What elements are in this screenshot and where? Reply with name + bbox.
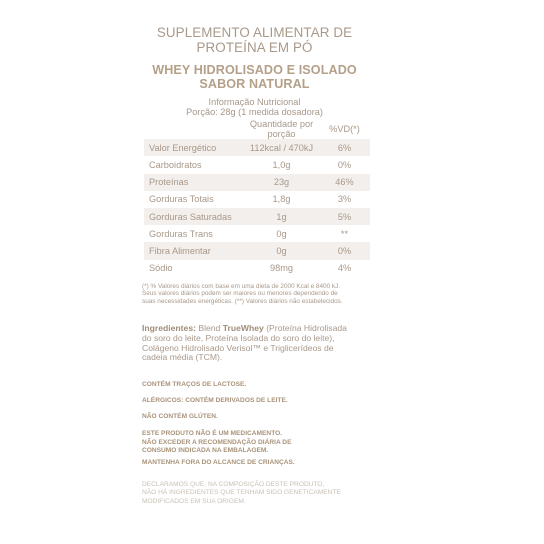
- ingredients-text: (Proteína Hidrolisada: [263, 323, 347, 334]
- nutrition-row: [144, 225, 370, 242]
- declaration-line: NÃO HÁ INGREDIENTES QUE TENHAM SIDO GENETICAMENTE: [142, 489, 341, 497]
- declaration-line: DECLARAMOS QUE, NA COMPOSIÇÃO DESTE PRODUTO,: [142, 481, 325, 489]
- nutrition-row: [144, 260, 370, 277]
- warning-line: NÃO EXCEDER A RECOMENDAÇÃO DIÁRIA DE: [142, 438, 292, 446]
- product-title-line: SUPLEMENTO ALIMENTAR DE: [156, 25, 353, 40]
- nutrient-daily-value: 3%: [337, 194, 352, 205]
- nutrition-label: [142, 26, 367, 506]
- warning-block: [142, 459, 367, 467]
- nutrition-info-heading: [142, 98, 367, 117]
- nutrition-row: [144, 139, 370, 156]
- nutrient-quantity: 0g: [276, 228, 287, 239]
- nutrient-name: Fibra Alimentar: [144, 242, 244, 259]
- ingredients-brand: TrueWhey: [222, 323, 264, 334]
- nutrient-quantity: 98mg: [270, 263, 293, 274]
- ingredients-text: Colágeno Hidrolisado Verisol™ e Triglicerídeos de: [142, 342, 334, 353]
- nutrient-daily-value: 46%: [319, 174, 370, 191]
- warning-line: CONTÉM TRAÇOS DE LACTOSE.: [142, 380, 247, 388]
- warning-block: [142, 397, 367, 405]
- nutrition-table-header: [144, 119, 370, 139]
- nutrient-quantity: 1g: [244, 208, 319, 225]
- nutrient-name: Proteínas: [144, 174, 244, 191]
- product-subtitle-line: WHEY HIDROLISADO E ISOLADO: [152, 63, 357, 77]
- warning-block: [142, 413, 367, 421]
- nutrient-daily-value: **: [340, 228, 349, 239]
- footnote-line: Seus valores diários podem ser maiores ou menores dependendo de: [142, 290, 338, 298]
- ingredients-text: do soro do leite, Proteína Isolada do soro do leite),: [142, 333, 335, 344]
- nutrient-daily-value: 6%: [319, 139, 370, 156]
- warning-line: ALÉRGICOS: CONTÉM DERIVADOS DE LEITE.: [142, 397, 288, 405]
- portion-size: Porção: 28g (1 medida dosadora): [186, 106, 323, 117]
- nutrition-table: [144, 119, 370, 277]
- warning-line: MANTENHA FORA DO ALCANCE DE CRIANÇAS.: [142, 459, 295, 467]
- nutrition-row: [144, 242, 370, 259]
- header-quantity: Quantidade por porção: [249, 119, 314, 140]
- nutrient-name: Valor Energético: [144, 139, 244, 156]
- product-subtitle-line: SABOR NATURAL: [199, 76, 310, 91]
- nutrient-quantity: 1,0g: [272, 159, 291, 170]
- daily-value-footnote: [142, 283, 372, 306]
- nutrient-daily-value: 5%: [319, 208, 370, 225]
- footnote-line: suas necessidades energéticas. (**) Valores diários não estabelecidos.: [142, 297, 343, 305]
- nutrient-quantity: 112kcal / 470kJ: [244, 139, 319, 156]
- warning-line: NÃO CONTÉM GLÚTEN.: [142, 413, 218, 421]
- nutrient-daily-value: 0%: [319, 242, 370, 259]
- ingredients-text: cadeia média (TCM).: [142, 352, 223, 363]
- ingredients-pre: Blend: [195, 323, 223, 334]
- product-title: [142, 26, 367, 55]
- nutrition-row: [144, 208, 370, 225]
- nutrition-row: [144, 174, 370, 191]
- gmo-declaration: [142, 481, 377, 506]
- nutrient-daily-value: 4%: [337, 263, 352, 274]
- header-daily-value: %VD(*): [329, 124, 360, 135]
- product-title-line: PROTEÍNA EM PÓ: [196, 39, 313, 55]
- nutrient-quantity: 1,8g: [272, 194, 291, 205]
- warning-block: [142, 381, 367, 389]
- header-blank: [144, 119, 244, 139]
- product-subtitle: [142, 64, 367, 91]
- nutrient-name: Gorduras Saturadas: [144, 208, 244, 225]
- nutrition-info-title: Informação Nutricional: [208, 97, 301, 107]
- ingredients-label: Ingredientes:: [142, 323, 196, 334]
- nutrient-name: Gorduras Trans: [149, 228, 213, 239]
- warning-line: ESTE PRODUTO NÃO É UM MEDICAMENTO.: [142, 430, 283, 438]
- footnote-line: (*) % Valores diários com base em uma dieta de 2000 Kcal e 8400 kJ.: [142, 282, 341, 290]
- nutrient-name: Gorduras Totais: [149, 194, 214, 205]
- nutrient-name: Sódio: [149, 263, 173, 274]
- nutrition-row: [144, 156, 370, 173]
- nutrient-quantity: 0g: [244, 242, 319, 259]
- warnings-list: [142, 381, 367, 467]
- declaration-line: MODIFICADOS EM SUA ORIGEM.: [142, 497, 246, 505]
- nutrition-row: [144, 191, 370, 208]
- warning-line: CONSUMO INDICADA NA EMBALAGEM.: [142, 446, 269, 454]
- nutrient-quantity: 23g: [244, 174, 319, 191]
- nutrient-daily-value: 0%: [337, 159, 352, 170]
- nutrient-name: Carboidratos: [149, 159, 202, 170]
- warning-block: [142, 430, 367, 455]
- ingredients-block: [142, 324, 374, 362]
